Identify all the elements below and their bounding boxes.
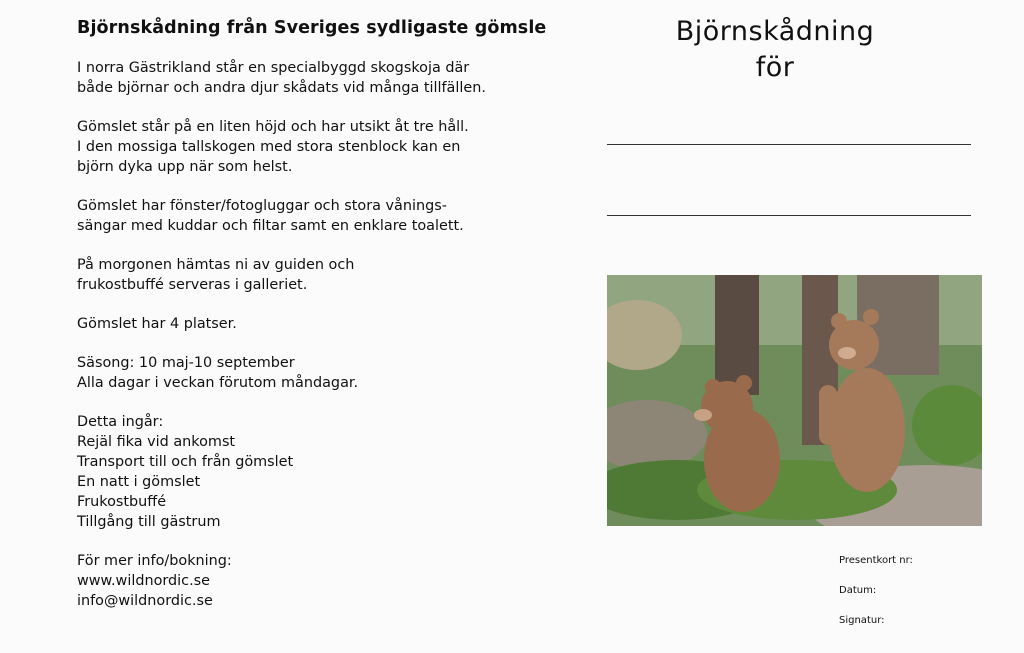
gift-card-number-label: Presentkort nr:	[839, 555, 913, 566]
text-line: Gömslet har 4 platser.	[77, 316, 237, 332]
card-title	[640, 14, 910, 86]
email-link[interactable]: info@wildnordic.se	[77, 593, 213, 609]
text-line: Säsong: 10 maj-10 september	[77, 355, 295, 371]
text-line: sängar med kuddar och filtar samt en enklare toalett.	[77, 218, 464, 234]
list-item: Rejäl fika vid ankomst	[77, 434, 236, 450]
paragraph-season	[77, 353, 547, 393]
photo-illustration	[607, 275, 982, 526]
paragraph-intro	[77, 58, 547, 98]
text-line: På morgonen hämtas ni av guiden och	[77, 257, 355, 273]
text-line: frukostbuffé serveras i galleriet.	[77, 277, 308, 293]
contact-info	[77, 551, 547, 611]
paragraph-morning	[77, 255, 547, 295]
gift-card-fields	[839, 555, 913, 645]
list-item: En natt i gömslet	[77, 474, 201, 490]
contact-heading: För mer info/bokning:	[77, 553, 232, 569]
paragraph-capacity	[77, 314, 547, 334]
text-line: I den mossiga tallskogen med stora stenblock kan en	[77, 139, 461, 155]
title-line-2: för	[755, 52, 795, 83]
text-line: Gömslet står på en liten höjd och har utsikt åt tre håll.	[77, 119, 469, 135]
included-list	[77, 412, 547, 532]
bear-cubs-photo	[607, 275, 982, 526]
signature-label: Signatur:	[839, 615, 885, 626]
paragraph-facilities	[77, 196, 547, 236]
text-line: björn dyka upp när som helst.	[77, 159, 293, 175]
date-label: Datum:	[839, 585, 877, 596]
website-link[interactable]: www.wildnordic.se	[77, 573, 211, 589]
page-heading: Björnskådning från Sveriges sydligaste gömsle	[77, 18, 547, 38]
paragraph-view	[77, 117, 547, 177]
list-item: Transport till och från gömslet	[77, 454, 294, 470]
text-line: både björnar och andra djur skådats vid många tillfällen.	[77, 80, 486, 96]
recipient-line-2	[607, 215, 971, 216]
text-line: I norra Gästrikland står en specialbyggd skogskoja där	[77, 60, 470, 76]
info-column	[77, 18, 547, 630]
text-line: Alla dagar i veckan förutom måndagar.	[77, 375, 359, 391]
list-item: Frukostbuffé	[77, 494, 167, 510]
list-heading: Detta ingår:	[77, 414, 164, 430]
list-item: Tillgång till gästrum	[77, 514, 221, 530]
text-line: Gömslet har fönster/fotogluggar och stora vånings-	[77, 198, 447, 214]
title-line-1: Björnskådning	[675, 16, 875, 47]
recipient-line-1	[607, 144, 971, 145]
